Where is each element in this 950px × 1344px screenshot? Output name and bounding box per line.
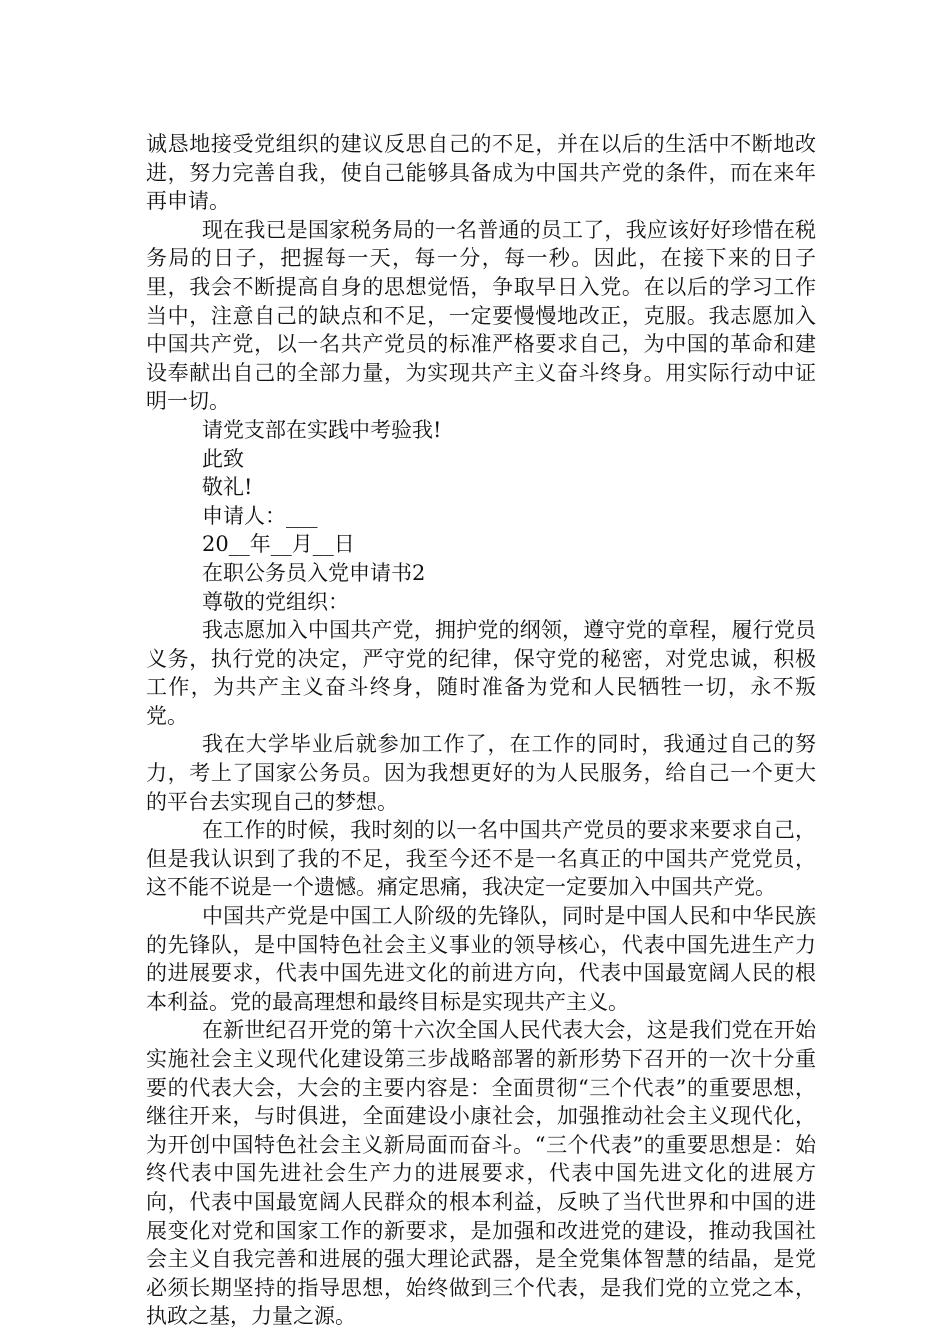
letter2-paragraph-4: 中国共产党是中国工人阶级的先锋队，同时是中国人民和中华民族的先锋队，是中国特色社会主义事业的领导核心，代表中国先进生产力的进展要求，代表中国先进文化的前进方向，代表中国最宽阔人民的根本利益。党的最高理想和最终目标是实现共产主义。 [146, 904, 816, 1014]
letter2-paragraph-5: 在新世纪召开党的第十六次全国人民代表大会，这是我们党在开始实施社会主义现代化建设第三步战略部署的新形势下召开的一次十分重要的代表大会，大会的主要内容是：全面贯彻“三个代表”的重要思想，继往开来，与时俱进，全面建设小康社会，加强推动社会主义现代化，为开创中国特色社会主义新局面而奋斗。“三个代表”的重要思想是：始终代表中国先进社会生产力的进展要求，代表中国先进文化的进展方向，代表中国最宽阔人民群众的根本利益，反映了当代世界和中国的进展变化对党和国家工作的新要求，是加强和改进党的建设，推动我国社会主义自我完善和进展的强大理论武器，是全党集体智慧的结晶，是党必须长期坚持的指导思想，始终做到三个代表，是我们党的立党之本，执政之基，力量之源。 [146, 1018, 816, 1329]
letter2-paragraph-3: 在工作的时候，我时刻的以一名中国共产党员的要求来要求自己，但是我认识到了我的不足，我至今还不是一名真正的中国共产党党员，这不能不说是一个遗憾。痛定思痛，我决定一定要加入中国共产党。 [146, 818, 816, 900]
letter2-title: 在职公务员入党申请书2 [202, 560, 426, 585]
document-body [146, 130, 816, 1331]
letter2-paragraph-1: 我志愿加入中国共产党，拥护党的纲领，遵守党的章程，履行党员义务，执行党的决定，严守党的纪律，保守党的秘密，对党忠诚，积极工作，为共产主义奋斗终身，随时准备为党和人民牺牲一切，永不叛党。 [146, 618, 816, 728]
closing-request: 请党支部在实践中考验我! [202, 417, 442, 442]
closing-salute-2: 敬礼! [202, 475, 253, 500]
date-line: 20__年__月__日 [202, 532, 355, 557]
paragraph-continuation: 诚恳地接受党组织的建议反思自己的不足，并在以后的生活中不断地改进，努力完善自我，使自己能够具备成为中国共产党的条件，而在来年再申请。 [146, 132, 816, 214]
letter2-greeting: 尊敬的党组织： [202, 589, 349, 614]
paragraph-now-at-tax-bureau: 现在我已是国家税务局的一名普通的员工了，我应该好好珍惜在税务局的日子，把握每一天，每一分，每一秒。因此，在接下来的日子里，我会不断提高自身的思想觉悟，争取早日入党。在以后的学习工作当中，注意自己的缺点和不足，一定要慢慢地改正，克服。我志愿加入中国共产党，以一名共产党员的标准严格要求自己，为中国的革命和建设奉献出自己的全部力量，为实现共产主义奋斗终身。用实际行动中证明一切。 [146, 217, 816, 414]
applicant-line: 申请人：___ [202, 503, 318, 528]
letter2-paragraph-2: 我在大学毕业后就参加工作了，在工作的同时，我通过自己的努力，考上了国家公务员。因为我想更好的为人民服务，给自己一个更大的平台去实现自己的梦想。 [146, 732, 816, 814]
closing-salute-1: 此致 [202, 446, 244, 471]
